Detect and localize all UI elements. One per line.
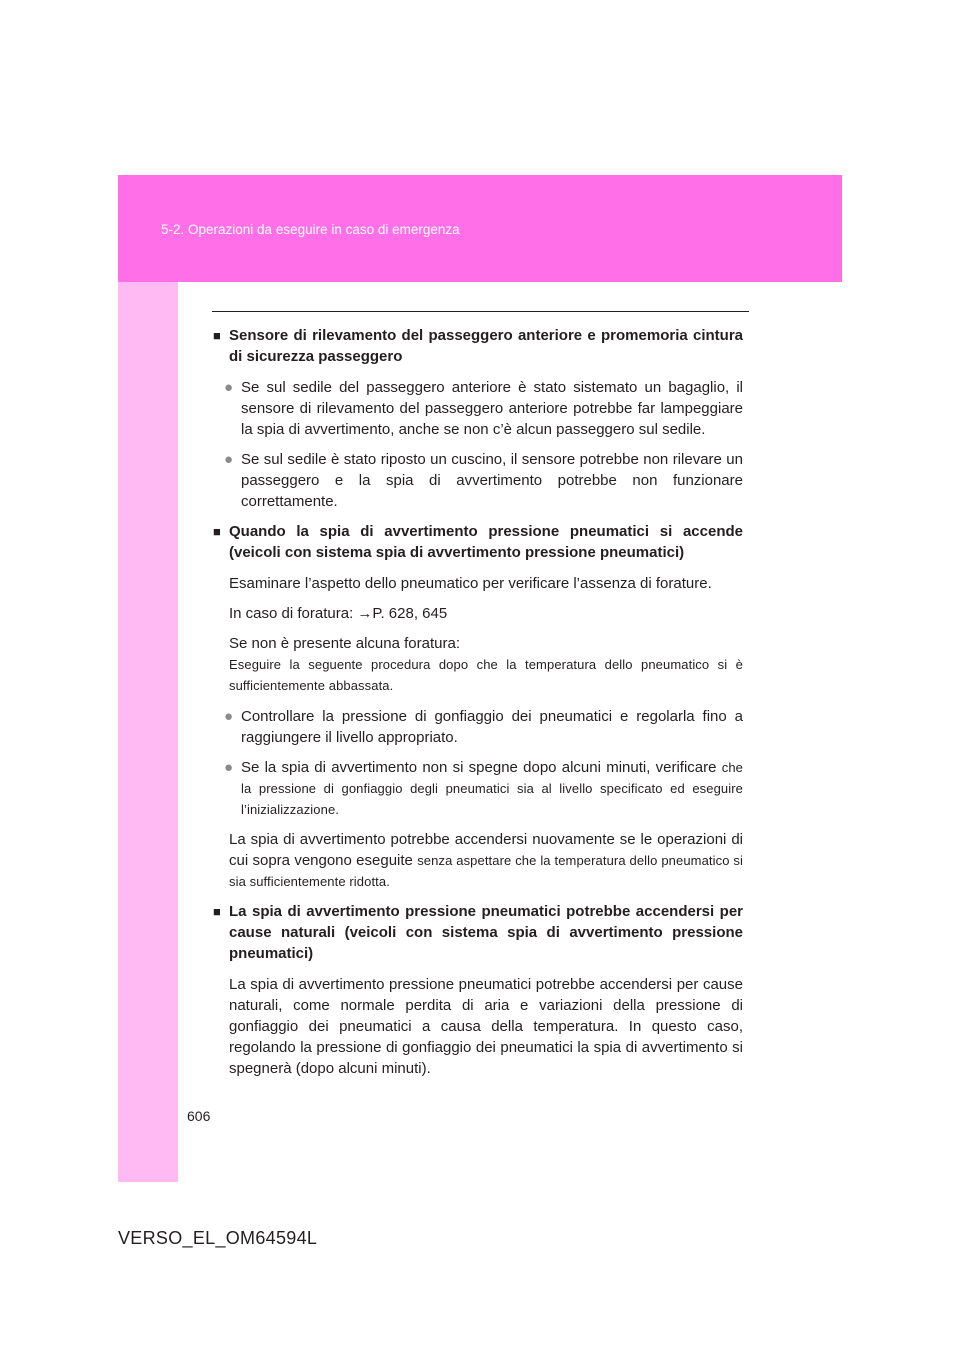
round-bullet-icon: ● (224, 379, 234, 396)
bullet-text: Se sul sedile del passeggero anteriore è stato sistemato un bagaglio, il sensore di rilevamento del passeggero anteriore potrebbe far lampeggiare la spia di avvertimento, anche se non c’è alcun passeggero sul sedile. (241, 379, 743, 438)
page-number: 606 (187, 1108, 211, 1124)
heading-text: Sensore di rilevamento del passeggero anteriore e promemoria cintura di sicurezza passeggero (229, 327, 743, 365)
bullet-text: Controllare la pressione di gonfiaggio dei pneumatici e regolarla fino a raggiungere il livello appropriato. (241, 708, 743, 746)
heading-text: La spia di avvertimento pressione pneumatici potrebbe accendersi per cause naturali (veicoli con sistema spia di avvertimento pressione pneumatici) (229, 903, 743, 962)
bullet-text: Se sul sedile è stato riposto un cuscino, il sensore potrebbe non rilevare un passeggero e la spia di avvertimento potrebbe non funzionare correttamente. (241, 451, 743, 510)
round-bullet-icon: ● (224, 451, 234, 468)
page-reference: In caso di foratura: →P. 628, 645 (229, 605, 448, 622)
section-heading (213, 325, 743, 367)
square-bullet-icon: ■ (213, 904, 221, 919)
section-heading (213, 901, 743, 964)
round-bullet-icon: ● (224, 708, 234, 725)
page-content (213, 325, 743, 1088)
section-heading (213, 521, 743, 563)
bullet-text: Se la spia di avvertimento non si spegne dopo alcuni minuti, verificare (241, 759, 717, 776)
paragraph-text: La spia di avvertimento potrebbe accendersi nuovamente se le operazioni di cui sopra vengono eseguite (229, 831, 743, 869)
bullet-small-text: che la pressione di gonfiaggio degli pneumatici sia al livello specificato ed eseguire l’inizializzazione. (241, 760, 743, 817)
body-paragraph (213, 633, 743, 696)
bullet-item (213, 449, 743, 512)
side-margin-band (118, 282, 178, 1182)
bullet-item (213, 757, 743, 820)
square-bullet-icon: ■ (213, 328, 221, 343)
paragraph-small-text: senza aspettare che la temperatura dello pneumatico si sia sufficientemente ridotta. (229, 853, 743, 889)
heading-text: Quando la spia di avvertimento pressione pneumatici si accende (veicoli con sistema spia di avvertimento pressione pneumatici) (229, 523, 743, 561)
section-title: 5-2. Operazioni da eseguire in caso di emergenza (161, 222, 460, 237)
paragraph-text: Se non è presente alcuna foratura: (229, 635, 460, 652)
top-divider (212, 311, 749, 312)
square-bullet-icon: ■ (213, 524, 221, 539)
body-paragraph (213, 829, 743, 892)
body-paragraph: La spia di avvertimento pressione pneumatici potrebbe accendersi per cause naturali, come normale perdita di aria e variazioni della pressione di gonfiaggio dei pneumatici a causa della temperatura. In questo caso, regolando la pressione di gonfiaggio dei pneumatici la spia di avvertimento si spegnerà (dopo alcuni minuti). (229, 976, 743, 1077)
bullet-item (213, 706, 743, 748)
body-paragraph: Esaminare l’aspetto dello pneumatico per verificare l’assenza di forature. (229, 575, 712, 592)
round-bullet-icon: ● (224, 759, 234, 776)
document-code: VERSO_EL_OM64594L (118, 1228, 318, 1248)
bullet-item (213, 377, 743, 440)
paragraph-small-text: Eseguire la seguente procedura dopo che la temperatura dello pneumatico si è sufficientemente abbassata. (229, 657, 743, 693)
